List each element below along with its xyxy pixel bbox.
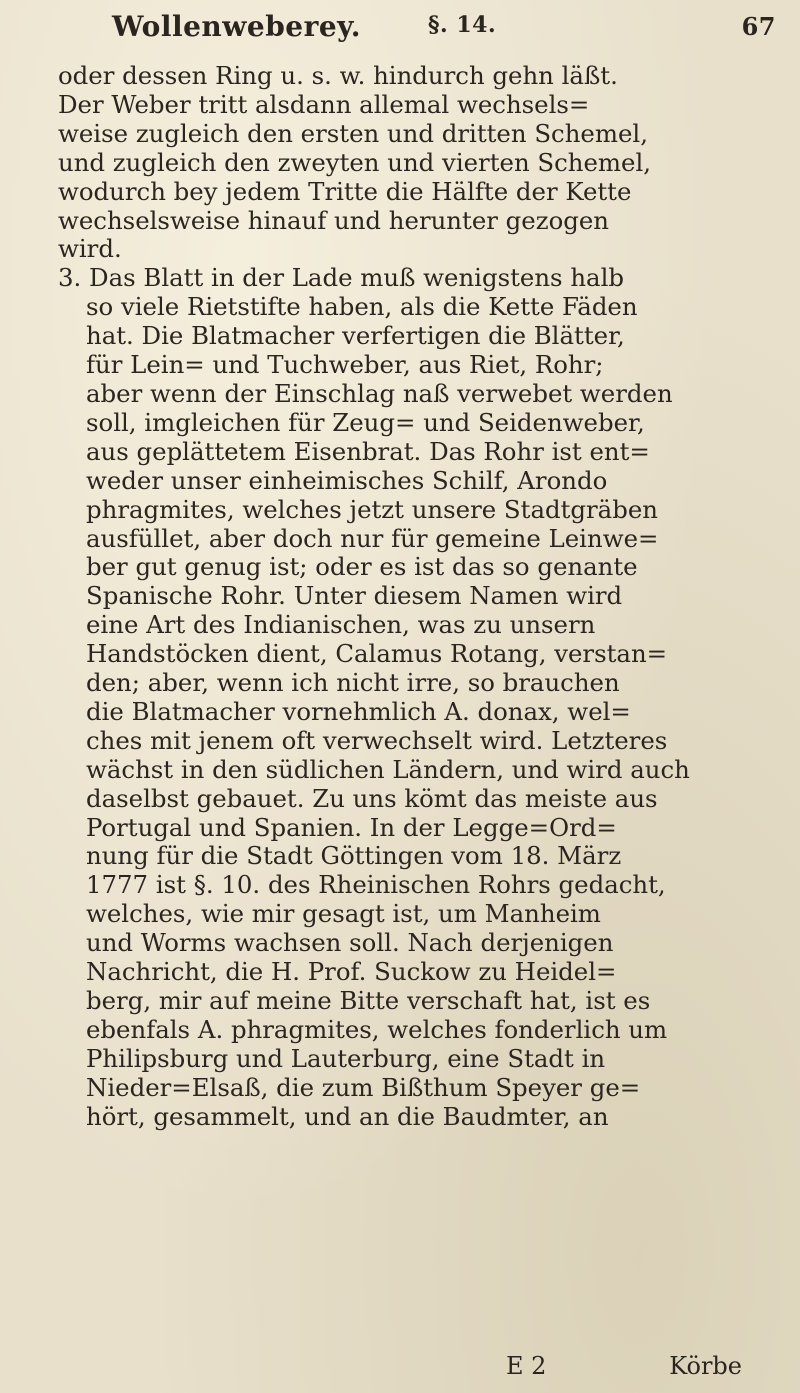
- text-line: oder dessen Ring u. s. w. hindurch gehn läßt.: [58, 62, 618, 90]
- text-line: hat. Die Blatmacher verfertigen die Blätter,: [86, 322, 625, 351]
- page-footer: [58, 1352, 748, 1384]
- text-line: eine Art des Indianischen, was zu unsern: [86, 611, 596, 640]
- text-line: aber wenn der Einschlag naß verwebet werden: [86, 379, 673, 408]
- text-line: für Lein= und Tuchweber, aus Riet, Rohr;: [86, 351, 604, 380]
- text-line: ausfüllet, aber doch nur für gemeine Leinwe=: [86, 524, 659, 553]
- text-line: und Worms wachsen soll. Nach derjenigen: [86, 929, 614, 958]
- text-line: wechselsweise hinauf und herunter gezogen: [58, 206, 610, 235]
- text-line: aus geplättetem Eisenbrat. Das Rohr ist ent=: [86, 437, 650, 466]
- text-line: welches, wie mir gesagt ist, um Manheim: [86, 900, 601, 929]
- section-marker: §. 14.: [428, 12, 497, 38]
- text-line: die Blatmacher vornehmlich A. donax, wel=: [86, 697, 631, 726]
- text-line: ebenfals A. phragmites, welches fonderlich um: [86, 1015, 668, 1044]
- text-line: wird.: [58, 235, 122, 264]
- body-text: [58, 62, 748, 1132]
- text-line: 1777 ist §. 10. des Rheinischen Rohrs gedacht,: [86, 871, 666, 900]
- text-line: ches mit jenem oft verwechselt wird. Letzteres: [86, 726, 668, 755]
- running-head: [0, 4, 800, 50]
- text-line: Spanische Rohr. Unter diesem Namen wird: [86, 582, 623, 611]
- text-line: daselbst gebauet. Zu uns kömt das meiste aus: [86, 784, 658, 813]
- text-line: phragmites, welches jetzt unsere Stadtgräben: [86, 495, 658, 524]
- text-line: Handstöcken dient, Calamus Rotang, verstan=: [86, 640, 668, 669]
- page-number: 67: [741, 12, 776, 41]
- text-line: so viele Rietstifte haben, als die Kette Fäden: [86, 293, 638, 322]
- text-line: wodurch bey jedem Tritte die Hälfte der Kette: [58, 177, 632, 206]
- text-line: ber gut genug ist; oder es ist das so genante: [86, 553, 638, 582]
- text-line: nung für die Stadt Göttingen vom 18. März: [86, 842, 622, 871]
- text-line: hört, gesammelt, und an die Baudmter, an: [86, 1102, 609, 1131]
- text-line: den; aber, wenn ich nicht irre, so brauchen: [86, 669, 620, 698]
- running-title: Wollenweberey.: [112, 10, 361, 43]
- signature-mark: E 2: [506, 1352, 547, 1380]
- text-line: berg, mir auf meine Bitte verschaft hat, ist es: [86, 987, 651, 1015]
- text-line: weise zugleich den ersten und dritten Schemel,: [58, 119, 648, 148]
- text-line: weder unser einheimisches Schilf, Arondo: [86, 466, 608, 495]
- text-line: Philipsburg und Lauterburg, eine Stadt in: [86, 1044, 606, 1073]
- text-line: Nieder=Elsaß, die zum Bißthum Speyer ge=: [86, 1073, 641, 1102]
- text-line: soll, imgleichen für Zeug= und Seidenweber,: [86, 408, 645, 437]
- text-line: Portugal und Spanien. In der Legge=Ord=: [86, 813, 617, 842]
- text-line: wächst in den südlichen Ländern, und wird auch: [86, 755, 690, 784]
- text-line: Nachricht, die H. Prof. Suckow zu Heidel=: [86, 958, 617, 987]
- paragraph-start-line: 3. Das Blatt in der Lade muß wenigstens halb: [58, 264, 624, 293]
- text-line: Der Weber tritt alsdann allemal wechsels=: [58, 90, 590, 119]
- text-line: und zugleich den zweyten und vierten Schemel,: [58, 148, 652, 177]
- catchword: Körbe: [669, 1352, 742, 1380]
